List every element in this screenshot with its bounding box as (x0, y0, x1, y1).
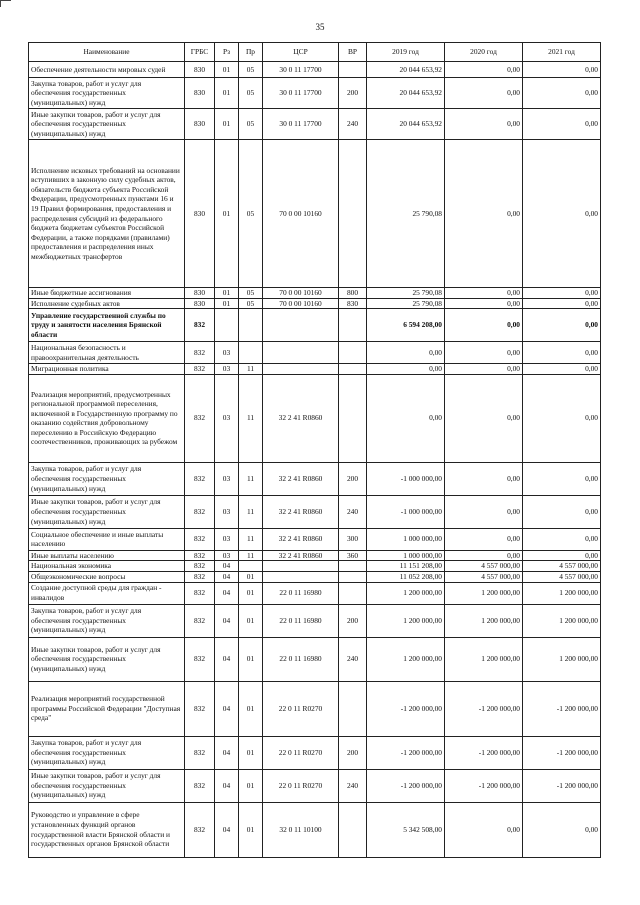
column-header-2021: 2021 год (523, 43, 601, 62)
row-rz-cell: 04 (215, 561, 239, 572)
row-2020-cell: 4 557 000,00 (445, 571, 523, 582)
row-pr-cell: 05 (239, 298, 263, 309)
row-grbs-cell: 832 (185, 582, 215, 604)
row-2021-cell: 0,00 (523, 802, 601, 857)
row-2021-cell: 0,00 (523, 62, 601, 78)
table-row (29, 736, 601, 769)
row-pr-cell: 01 (239, 582, 263, 604)
row-2019-cell: 11 151 208,00 (367, 561, 445, 572)
row-csr-cell: 32 2 41 R0860 (263, 528, 339, 550)
row-rz-cell: 04 (215, 571, 239, 582)
row-name-cell: Закупка товаров, работ и услуг для обеспечения государственных (муниципальных) нужд (29, 78, 185, 109)
row-rz-cell: 01 (215, 62, 239, 78)
row-rz-cell (215, 309, 239, 342)
row-csr-cell (263, 342, 339, 364)
row-pr-cell: 01 (239, 604, 263, 637)
row-vr-cell (339, 62, 367, 78)
column-header-name: Наименование (29, 43, 185, 62)
row-grbs-cell: 830 (185, 78, 215, 109)
row-rz-cell: 01 (215, 288, 239, 299)
row-2021-cell: 0,00 (523, 109, 601, 140)
table-row (29, 462, 601, 495)
table-row (29, 637, 601, 681)
table-row (29, 528, 601, 550)
row-grbs-cell: 832 (185, 736, 215, 769)
row-2020-cell: 1 200 000,00 (445, 637, 523, 681)
row-2019-cell: 25 790,08 (367, 298, 445, 309)
row-grbs-cell: 830 (185, 109, 215, 140)
column-header-pr: Пр (239, 43, 263, 62)
row-vr-cell: 200 (339, 736, 367, 769)
row-vr-cell (339, 582, 367, 604)
row-grbs-cell: 832 (185, 802, 215, 857)
row-2021-cell: -1 200 000,00 (523, 769, 601, 802)
row-grbs-cell: 832 (185, 528, 215, 550)
row-pr-cell: 01 (239, 769, 263, 802)
row-2019-cell: -1 200 000,00 (367, 681, 445, 736)
row-2019-cell: 1 200 000,00 (367, 637, 445, 681)
table-row (29, 288, 601, 299)
row-rz-cell: 03 (215, 550, 239, 561)
row-vr-cell (339, 681, 367, 736)
row-vr-cell: 300 (339, 528, 367, 550)
row-csr-cell (263, 561, 339, 572)
row-csr-cell: 70 0 00 10160 (263, 288, 339, 299)
row-2021-cell: -1 200 000,00 (523, 681, 601, 736)
row-grbs-cell: 832 (185, 571, 215, 582)
row-rz-cell: 03 (215, 528, 239, 550)
row-pr-cell (239, 309, 263, 342)
row-name-cell: Обеспечение деятельности мировых судей (29, 62, 185, 78)
row-pr-cell: 11 (239, 364, 263, 375)
row-name-cell: Закупка товаров, работ и услуг для обеспечения государственных (муниципальных) нужд (29, 736, 185, 769)
row-name-cell: Реализация мероприятий, предусмотренных региональной программой переселения, включенной в Государственную программу по оказанию содействия добровольному переселению в Российскую Федерацию соотечественников, проживающих за рубежом (29, 374, 185, 462)
row-csr-cell: 70 0 00 10160 (263, 298, 339, 309)
table-row (29, 62, 601, 78)
column-header-grbs: ГРБС (185, 43, 215, 62)
row-csr-cell: 22 0 11 16980 (263, 637, 339, 681)
row-grbs-cell: 832 (185, 364, 215, 375)
row-csr-cell: 32 0 11 10100 (263, 802, 339, 857)
row-grbs-cell: 832 (185, 681, 215, 736)
row-vr-cell (339, 561, 367, 572)
row-name-cell: Реализация мероприятий государственной программы Российской Федерации "Доступная среда" (29, 681, 185, 736)
row-2020-cell: -1 200 000,00 (445, 736, 523, 769)
row-csr-cell: 22 0 11 R0270 (263, 769, 339, 802)
row-pr-cell: 05 (239, 78, 263, 109)
row-pr-cell: 11 (239, 528, 263, 550)
row-pr-cell: 11 (239, 462, 263, 495)
row-2021-cell: 0,00 (523, 528, 601, 550)
row-2019-cell: 20 044 653,92 (367, 62, 445, 78)
row-grbs-cell: 832 (185, 309, 215, 342)
row-2020-cell: 0,00 (445, 528, 523, 550)
page-number: 35 (315, 22, 325, 32)
row-csr-cell: 22 0 11 R0270 (263, 736, 339, 769)
row-vr-cell (339, 364, 367, 375)
row-csr-cell (263, 309, 339, 342)
row-name-cell: Исполнение судебных актов (29, 298, 185, 309)
row-rz-cell: 01 (215, 78, 239, 109)
row-name-cell: Общеэкономические вопросы (29, 571, 185, 582)
row-2021-cell: 0,00 (523, 364, 601, 375)
row-2020-cell: 0,00 (445, 309, 523, 342)
row-name-cell: Миграционная политика (29, 364, 185, 375)
row-name-cell: Иные закупки товаров, работ и услуг для обеспечения государственных (муниципальных) нужд (29, 769, 185, 802)
row-2020-cell: -1 200 000,00 (445, 681, 523, 736)
row-2019-cell: 1 200 000,00 (367, 604, 445, 637)
row-csr-cell: 22 0 11 R0270 (263, 681, 339, 736)
row-csr-cell: 22 0 11 16980 (263, 582, 339, 604)
row-2021-cell: 1 200 000,00 (523, 637, 601, 681)
column-header-2019: 2019 год (367, 43, 445, 62)
table-row (29, 309, 601, 342)
row-rz-cell: 03 (215, 364, 239, 375)
table-row (29, 582, 601, 604)
row-grbs-cell: 832 (185, 495, 215, 528)
row-2019-cell: -1 200 000,00 (367, 769, 445, 802)
row-name-cell: Исполнение исковых требований на основании вступивших в законную силу судебных актов, обязательств бюджета субъекта Российской Федерации, предусмотренных пунктами 16 и 19 Правил формирования, предоставления и распределения субсидий из федерального бюджета бюджетам субъектов Российской Федерации, а также порядками (правилами) предоставления и распределения иных межбюджетных трансфертов (29, 140, 185, 288)
row-grbs-cell: 830 (185, 288, 215, 299)
row-2019-cell: 0,00 (367, 374, 445, 462)
row-pr-cell: 01 (239, 571, 263, 582)
row-pr-cell: 01 (239, 681, 263, 736)
row-vr-cell: 200 (339, 78, 367, 109)
row-rz-cell: 01 (215, 109, 239, 140)
table-row (29, 769, 601, 802)
row-2020-cell: 0,00 (445, 802, 523, 857)
row-csr-cell: 32 2 41 R0860 (263, 495, 339, 528)
row-grbs-cell: 832 (185, 462, 215, 495)
row-2020-cell: 0,00 (445, 495, 523, 528)
row-grbs-cell: 832 (185, 550, 215, 561)
row-2021-cell: 1 200 000,00 (523, 604, 601, 637)
row-grbs-cell: 832 (185, 637, 215, 681)
table-row (29, 109, 601, 140)
row-2020-cell: 0,00 (445, 288, 523, 299)
table-row (29, 561, 601, 572)
scan-corner-mark (0, 0, 11, 7)
row-name-cell: Иные закупки товаров, работ и услуг для обеспечения государственных (муниципальных) нужд (29, 637, 185, 681)
row-pr-cell (239, 342, 263, 364)
row-vr-cell: 200 (339, 604, 367, 637)
column-header-rz: Рз (215, 43, 239, 62)
row-2019-cell: 25 790,08 (367, 288, 445, 299)
table-row (29, 604, 601, 637)
row-rz-cell: 01 (215, 298, 239, 309)
row-2019-cell: 11 052 208,00 (367, 571, 445, 582)
row-2019-cell: -1 000 000,00 (367, 462, 445, 495)
table-row (29, 298, 601, 309)
table-row (29, 571, 601, 582)
row-rz-cell: 04 (215, 681, 239, 736)
row-2021-cell: 4 557 000,00 (523, 561, 601, 572)
row-rz-cell: 03 (215, 462, 239, 495)
row-vr-cell: 240 (339, 637, 367, 681)
row-vr-cell: 240 (339, 109, 367, 140)
table-row (29, 495, 601, 528)
row-2021-cell: 0,00 (523, 342, 601, 364)
row-2021-cell: 0,00 (523, 298, 601, 309)
row-vr-cell (339, 374, 367, 462)
row-rz-cell: 04 (215, 736, 239, 769)
row-name-cell: Руководство и управление в сфере установленных функций органов государственной власти Брянской области и государственных органов Брянской области (29, 802, 185, 857)
row-vr-cell: 200 (339, 462, 367, 495)
row-2020-cell: 0,00 (445, 364, 523, 375)
row-2021-cell: 4 557 000,00 (523, 571, 601, 582)
row-2020-cell: 0,00 (445, 62, 523, 78)
row-rz-cell: 04 (215, 582, 239, 604)
row-rz-cell: 04 (215, 769, 239, 802)
row-grbs-cell: 832 (185, 342, 215, 364)
row-2021-cell: 0,00 (523, 550, 601, 561)
row-pr-cell: 01 (239, 802, 263, 857)
row-2021-cell: 0,00 (523, 288, 601, 299)
row-vr-cell: 830 (339, 298, 367, 309)
row-pr-cell: 01 (239, 736, 263, 769)
row-name-cell: Закупка товаров, работ и услуг для обеспечения государственных (муниципальных) нужд (29, 604, 185, 637)
row-2021-cell: 1 200 000,00 (523, 582, 601, 604)
row-name-cell: Национальная безопасность и правоохранительная деятельность (29, 342, 185, 364)
row-name-cell: Национальная экономика (29, 561, 185, 572)
row-csr-cell: 32 2 41 R0860 (263, 374, 339, 462)
row-2021-cell: 0,00 (523, 495, 601, 528)
row-pr-cell (239, 561, 263, 572)
row-name-cell: Создание доступной среды для граждан - инвалидов (29, 582, 185, 604)
row-vr-cell (339, 140, 367, 288)
row-vr-cell: 240 (339, 769, 367, 802)
row-pr-cell: 05 (239, 140, 263, 288)
row-name-cell: Иные бюджетные ассигнования (29, 288, 185, 299)
row-csr-cell: 32 2 41 R0860 (263, 462, 339, 495)
row-name-cell: Иные закупки товаров, работ и услуг для обеспечения государственных (муниципальных) нужд (29, 495, 185, 528)
row-2021-cell: 0,00 (523, 374, 601, 462)
row-rz-cell: 01 (215, 140, 239, 288)
row-csr-cell: 22 0 11 16980 (263, 604, 339, 637)
row-vr-cell (339, 309, 367, 342)
row-2019-cell: 0,00 (367, 342, 445, 364)
row-2019-cell: 20 044 653,92 (367, 78, 445, 109)
row-2020-cell: 1 200 000,00 (445, 604, 523, 637)
row-grbs-cell: 832 (185, 374, 215, 462)
column-header-2020: 2020 год (445, 43, 523, 62)
row-vr-cell: 240 (339, 495, 367, 528)
row-rz-cell: 04 (215, 604, 239, 637)
row-vr-cell (339, 571, 367, 582)
column-header-csr: ЦСР (263, 43, 339, 62)
row-2019-cell: 0,00 (367, 364, 445, 375)
table-row (29, 681, 601, 736)
row-2020-cell: 0,00 (445, 298, 523, 309)
row-grbs-cell: 832 (185, 769, 215, 802)
row-2020-cell: 0,00 (445, 140, 523, 288)
row-rz-cell: 04 (215, 802, 239, 857)
row-2019-cell: 5 342 508,00 (367, 802, 445, 857)
row-2019-cell: 6 594 208,00 (367, 309, 445, 342)
row-csr-cell: 32 2 41 R0860 (263, 550, 339, 561)
table-row (29, 140, 601, 288)
row-2021-cell: 0,00 (523, 140, 601, 288)
row-vr-cell (339, 342, 367, 364)
row-vr-cell (339, 802, 367, 857)
row-name-cell: Закупка товаров, работ и услуг для обеспечения государственных (муниципальных) нужд (29, 462, 185, 495)
row-2019-cell: 1 000 000,00 (367, 550, 445, 561)
row-2019-cell: -1 200 000,00 (367, 736, 445, 769)
row-2020-cell: 0,00 (445, 462, 523, 495)
row-name-cell: Иные выплаты населению (29, 550, 185, 561)
row-pr-cell: 11 (239, 374, 263, 462)
row-2019-cell: -1 000 000,00 (367, 495, 445, 528)
row-grbs-cell: 830 (185, 298, 215, 309)
row-name-cell: Управление государственной службы по труду и занятости населения Брянской области (29, 309, 185, 342)
row-pr-cell: 05 (239, 62, 263, 78)
row-2020-cell: 0,00 (445, 550, 523, 561)
row-name-cell: Социальное обеспечение и иные выплаты населению (29, 528, 185, 550)
row-grbs-cell: 832 (185, 561, 215, 572)
table-row (29, 550, 601, 561)
row-csr-cell: 70 0 00 10160 (263, 140, 339, 288)
row-2020-cell: 0,00 (445, 374, 523, 462)
row-2020-cell: 0,00 (445, 78, 523, 109)
row-name-cell: Иные закупки товаров, работ и услуг для обеспечения государственных (муниципальных) нужд (29, 109, 185, 140)
row-2021-cell: 0,00 (523, 462, 601, 495)
table-header-row (29, 43, 601, 62)
row-csr-cell: 30 0 11 17700 (263, 109, 339, 140)
table-body (29, 62, 601, 858)
row-2021-cell: 0,00 (523, 309, 601, 342)
row-csr-cell (263, 364, 339, 375)
row-grbs-cell: 830 (185, 140, 215, 288)
row-grbs-cell: 832 (185, 604, 215, 637)
row-pr-cell: 01 (239, 637, 263, 681)
row-2020-cell: -1 200 000,00 (445, 769, 523, 802)
row-2021-cell: -1 200 000,00 (523, 736, 601, 769)
row-vr-cell: 360 (339, 550, 367, 561)
table-row (29, 364, 601, 375)
row-2020-cell: 4 557 000,00 (445, 561, 523, 572)
row-2019-cell: 1 000 000,00 (367, 528, 445, 550)
row-vr-cell: 800 (339, 288, 367, 299)
row-2021-cell: 0,00 (523, 78, 601, 109)
row-csr-cell: 30 0 11 17700 (263, 62, 339, 78)
row-pr-cell: 11 (239, 550, 263, 561)
row-grbs-cell: 830 (185, 62, 215, 78)
row-2020-cell: 0,00 (445, 109, 523, 140)
table-row (29, 78, 601, 109)
column-header-vr: ВР (339, 43, 367, 62)
row-2020-cell: 1 200 000,00 (445, 582, 523, 604)
row-rz-cell: 03 (215, 342, 239, 364)
row-2020-cell: 0,00 (445, 342, 523, 364)
row-2019-cell: 25 790,08 (367, 140, 445, 288)
row-csr-cell: 30 0 11 17700 (263, 78, 339, 109)
row-pr-cell: 11 (239, 495, 263, 528)
table-row (29, 802, 601, 857)
table-row (29, 374, 601, 462)
row-2019-cell: 1 200 000,00 (367, 582, 445, 604)
budget-table (28, 42, 601, 858)
row-csr-cell (263, 571, 339, 582)
row-rz-cell: 03 (215, 374, 239, 462)
row-pr-cell: 05 (239, 109, 263, 140)
row-pr-cell: 05 (239, 288, 263, 299)
row-rz-cell: 04 (215, 637, 239, 681)
row-2019-cell: 20 044 653,92 (367, 109, 445, 140)
table-row (29, 342, 601, 364)
row-rz-cell: 03 (215, 495, 239, 528)
